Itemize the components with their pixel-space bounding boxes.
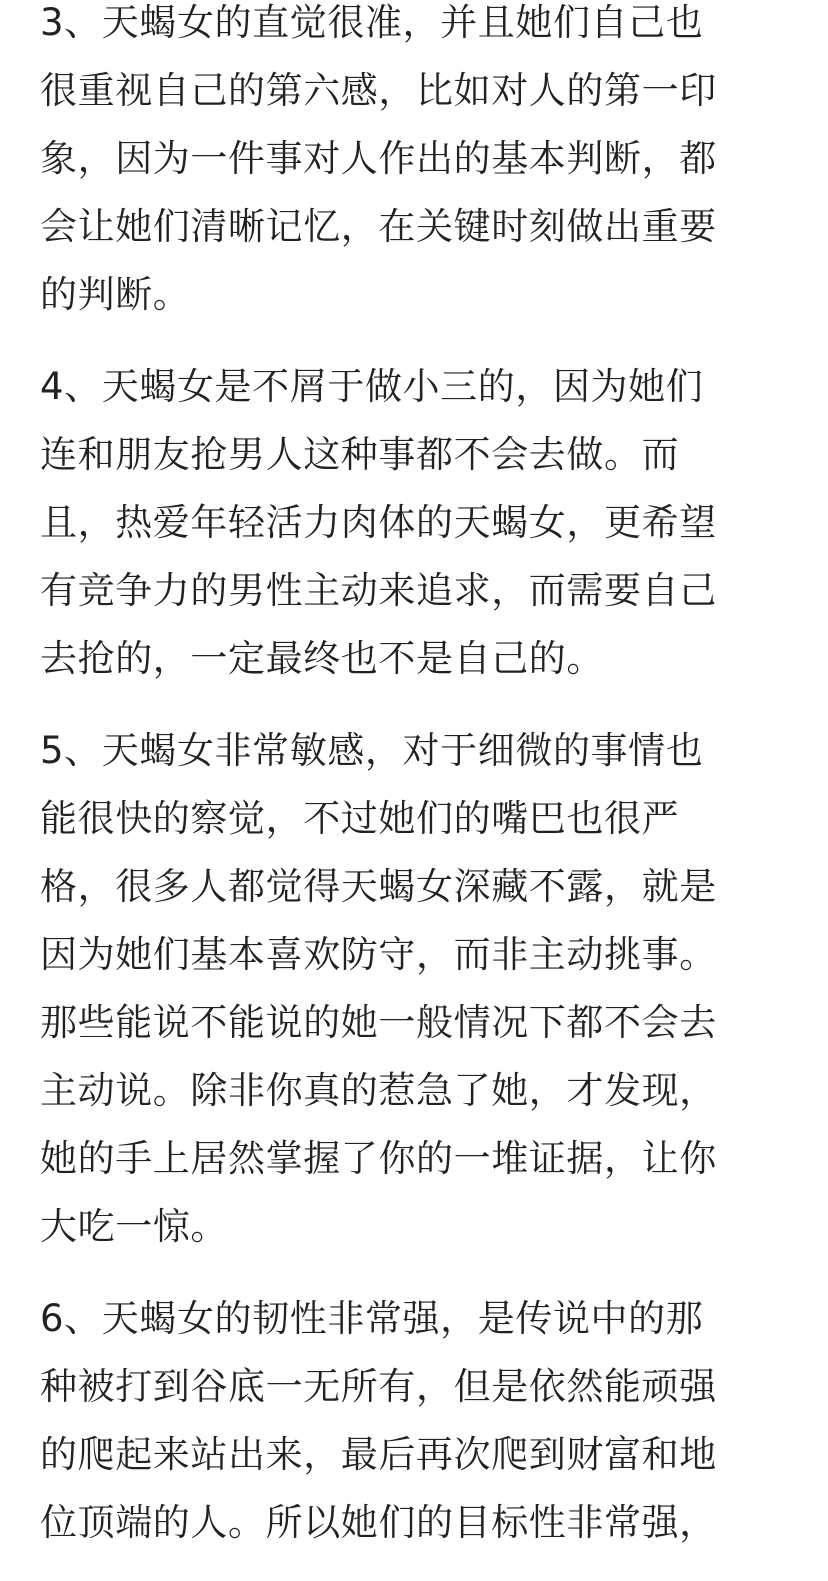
text-line: 格，很多人都觉得天蝎女深藏不露，就是 bbox=[40, 865, 717, 908]
text-line: 大吃一惊。 bbox=[40, 1205, 228, 1248]
text-line: 会让她们清晰记忆，在关键时刻做出重要 bbox=[40, 205, 717, 248]
paragraph-4 bbox=[40, 353, 788, 693]
text-line: 象，因为一件事对人作出的基本判断，都 bbox=[40, 137, 717, 180]
text-line: 能很快的察觉，不过她们的嘴巴也很严 bbox=[40, 797, 680, 840]
text-line: 5、天蝎女非常敏感，对于细微的事情也 bbox=[40, 729, 704, 772]
text-line: 主动说。除非你真的惹急了她，才发现， bbox=[40, 1069, 717, 1112]
text-line: 的判断。 bbox=[40, 273, 191, 316]
text-line: 去抢的，一定最终也不是自己的。 bbox=[40, 637, 604, 680]
paragraph-6 bbox=[40, 1285, 788, 1557]
article-body bbox=[40, 0, 788, 1581]
text-line: 的爬起来站出来，最后再次爬到财富和地 bbox=[40, 1433, 717, 1476]
paragraph-5 bbox=[40, 717, 788, 1261]
text-line: 连和朋友抢男人这种事都不会去做。而 bbox=[40, 433, 680, 476]
text-line: 4、天蝎女是不屑于做小三的，因为她们 bbox=[40, 365, 704, 408]
text-line: 种被打到谷底一无所有，但是依然能顽强 bbox=[40, 1365, 717, 1408]
text-line: 很重视自己的第六感，比如对人的第一印 bbox=[40, 69, 717, 112]
text-line: 因为她们基本喜欢防守，而非主动挑事。 bbox=[40, 933, 717, 976]
text-line: 6、天蝎女的韧性非常强，是传说中的那 bbox=[40, 1297, 704, 1340]
text-line: 她的手上居然掌握了你的一堆证据，让你 bbox=[40, 1137, 717, 1180]
text-line: 且，热爱年轻活力肉体的天蝎女，更希望 bbox=[40, 501, 717, 544]
text-line: 位顶端的人。所以她们的目标性非常强， bbox=[40, 1501, 717, 1544]
text-line: 3、天蝎女的直觉很准，并且她们自己也 bbox=[40, 1, 704, 44]
text-line: 有竞争力的男性主动来追求，而需要自己 bbox=[40, 569, 717, 612]
paragraph-3 bbox=[40, 0, 788, 329]
text-line: 那些能说不能说的她一般情况下都不会去 bbox=[40, 1001, 717, 1044]
